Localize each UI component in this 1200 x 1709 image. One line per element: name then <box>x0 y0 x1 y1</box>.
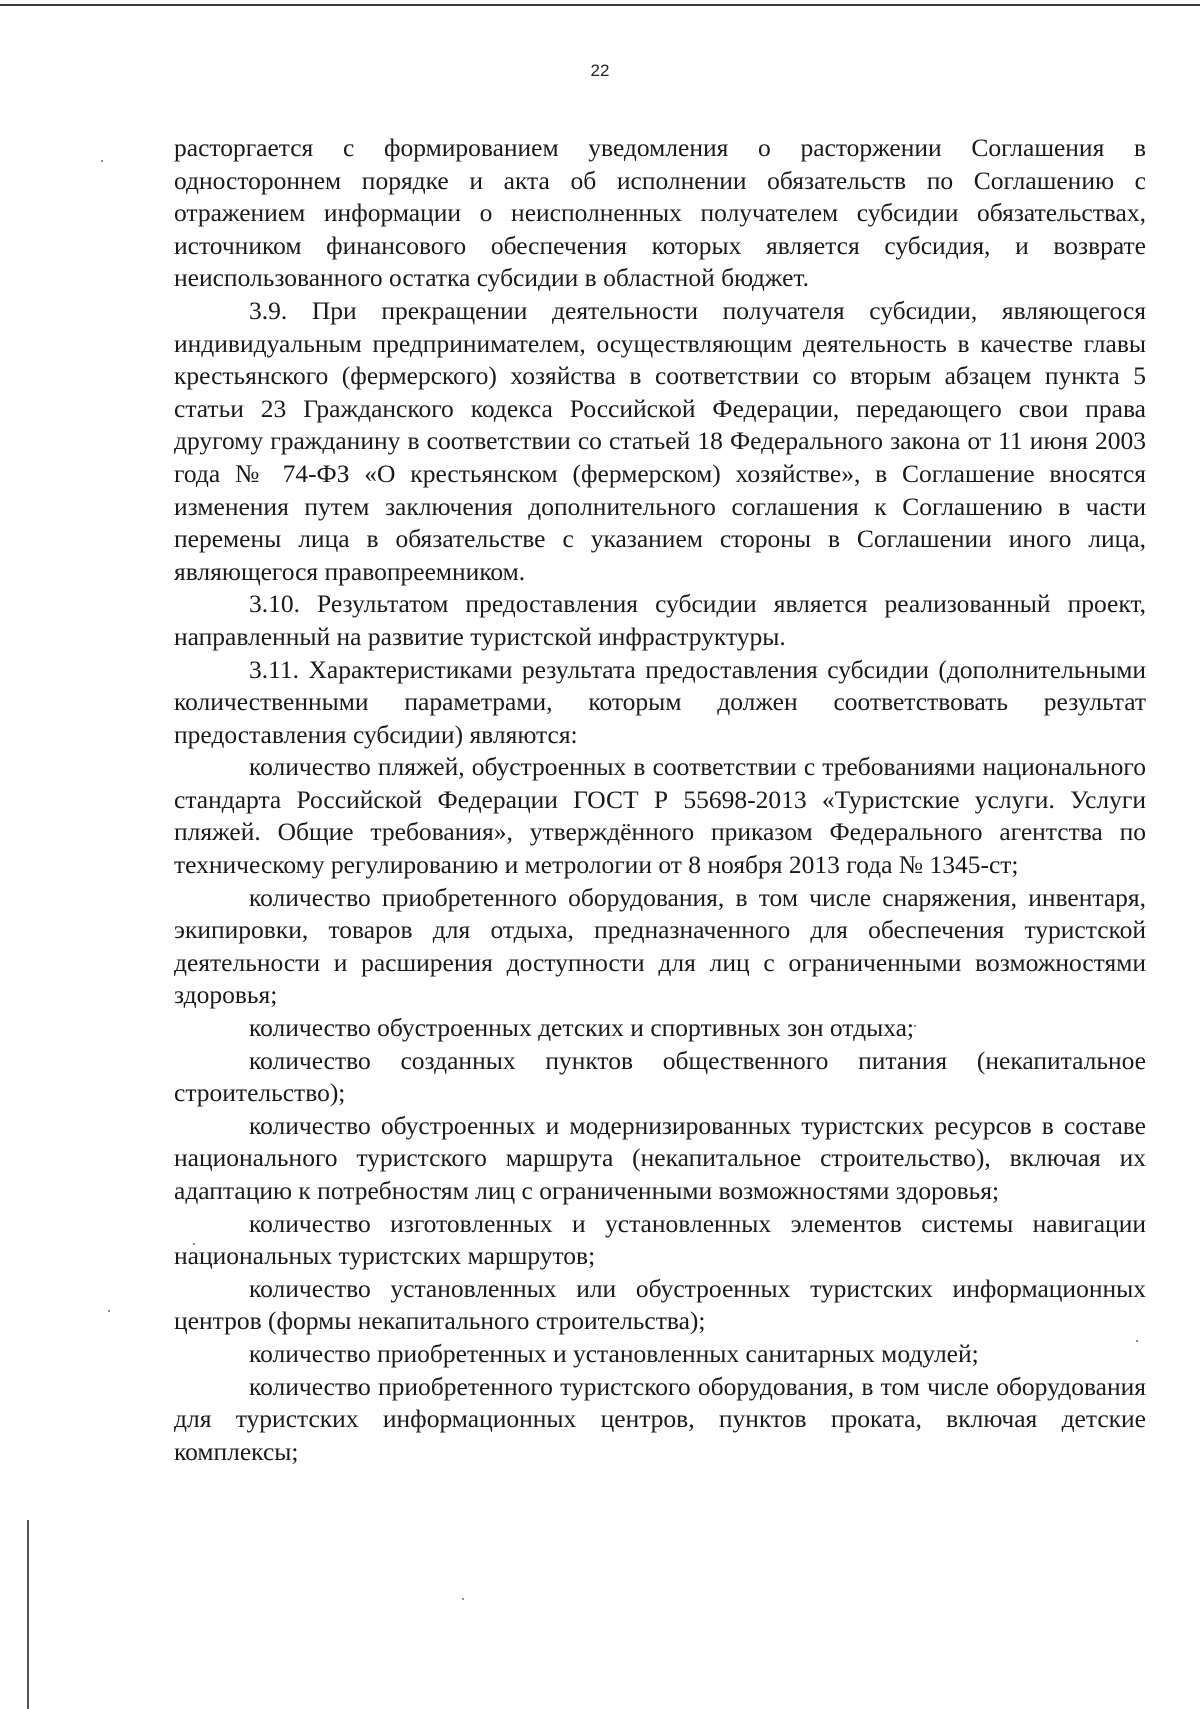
list-item-tourist-equipment: количество приобретенного туристского оборудования, в том числе оборудования для туристских информационных центров, пунктов проката, включая детские комплексы; <box>174 1371 1146 1466</box>
scan-speck <box>108 1310 110 1312</box>
page-number: 22 <box>590 61 610 80</box>
list-item-sanitary-modules: количество приобретенных и установленных санитарных модулей; <box>249 1338 979 1368</box>
list-item-beaches: количество пляжей, обустроенных в соответствии с требованиями национального стандарта Российской Федерации ГОСТ Р 55698-2013 «Туристские услуги. Услуги пляжей. Общие требования», утверждённого приказом Федерального агентства по техническому регулированию и метрологии от 8 ноября 2013 года № 1345-ст; <box>174 752 1146 880</box>
document-body <box>174 132 1146 1468</box>
scan-border-top <box>0 4 1200 6</box>
list-item-recreation-zones: количество обустроенных детских и спортивных зон отдыха; <box>249 1013 915 1043</box>
list-item-information-centers: количество установленных или обустроенных туристских информационных центров (формы некапитального строительства); <box>174 1273 1146 1336</box>
paragraph-3-9: 3.9. При прекращении деятельности получателя субсидии, являющегося индивидуальным предпринимателем, осуществляющим деятельность в качестве главы крестьянского (фермерского) хозяйства в соответствии со вторым абзацем пункта 5 статьи 23 Гражданского кодекса Российской Федерации, передающего свои права другому гражданину в соответствии со статьей 18 Федерального закона от 11 июня 2003 года № 74-ФЗ «О крестьянском (фермерском) хозяйстве», в Соглашение вносятся изменения путем заключения дополнительного соглашения к Соглашению в части перемены лица в обязательстве с указанием стороны в Соглашении иного лица, являющегося правопреемником. <box>174 295 1146 586</box>
list-item-navigation-elements: количество изготовленных и установленных элементов системы навигации национальных туристских маршрутов; <box>174 1208 1146 1271</box>
paragraph-continuation: расторгается с формированием уведомления о расторжении Соглашения в одностороннем порядке и акта об исполнении обязательств по Соглашению с отражением информации о неисполненных получателем субсидии обязательствах, источником финансового обеспечения которых является субсидия, и возврате неиспользованного остатка субсидии в областной бюджет. <box>174 133 1146 293</box>
list-item-equipment: количество приобретенного оборудования, в том числе снаряжения, инвентаря, экипировки, товаров для отдыха, предназначенного для обеспечения туристской деятельности и расширения доступности для лиц с ограниченными возможностями здоровья; <box>174 882 1146 1010</box>
scan-speck <box>462 1598 464 1600</box>
list-item-tourist-resources: количество обустроенных и модернизированных туристских ресурсов в составе национального туристского маршрута (некапитальное строительство), включая их адаптацию к потребностям лиц с ограниченными возможностями здоровья; <box>174 1110 1146 1205</box>
list-item-catering-points: количество созданных пунктов общественного питания (некапитальное строительство); <box>174 1045 1146 1108</box>
scan-speck <box>101 160 103 162</box>
paragraph-3-11: 3.11. Характеристиками результата предоставления субсидии (дополнительными количественными параметрами, которым должен соответствовать результат предоставления субсидии) являются: <box>174 654 1146 749</box>
scan-border-left <box>27 1520 29 1709</box>
paragraph-3-10: 3.10. Результатом предоставления субсидии является реализованный проект, направленный на развитие туристской инфраструктуры. <box>174 589 1146 651</box>
